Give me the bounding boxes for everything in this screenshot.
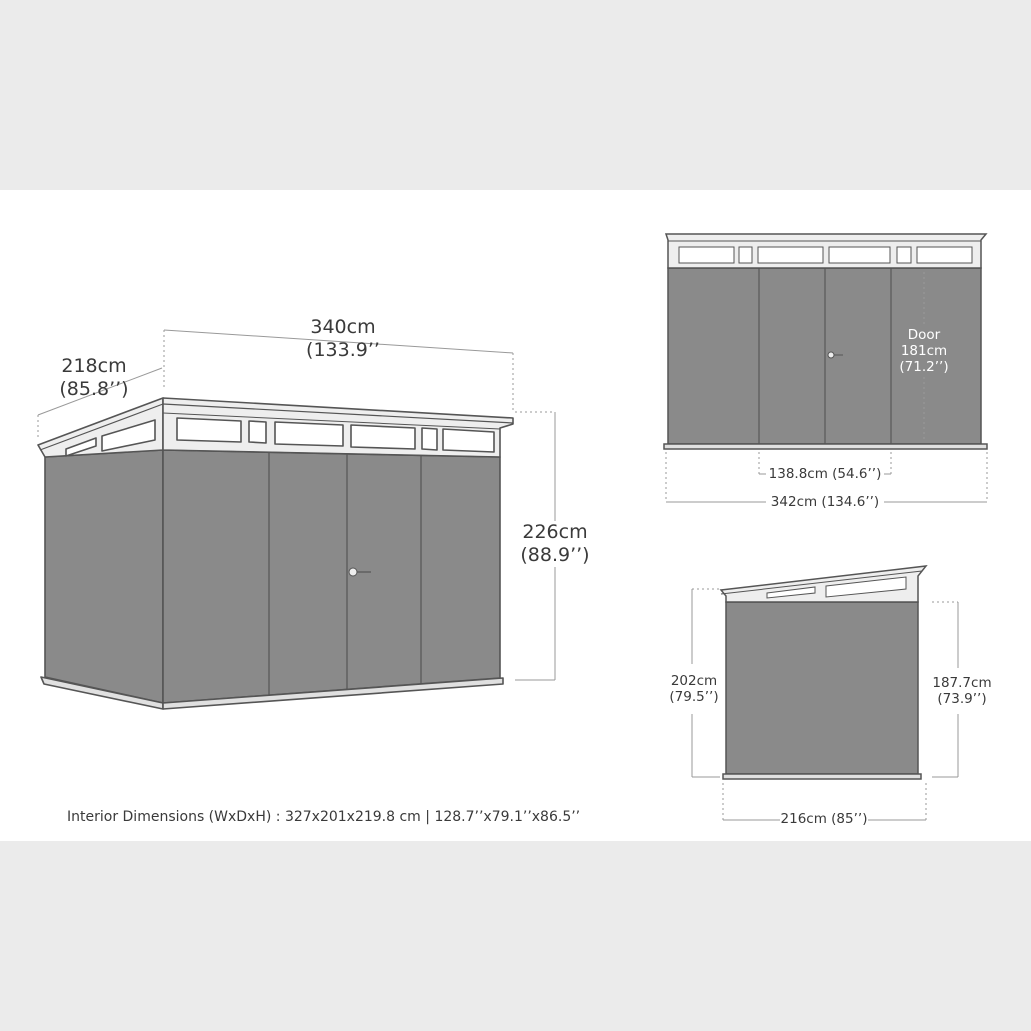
overall-width-label: 342cm (134.6’’) — [766, 494, 884, 510]
depth-cm: 218cm — [61, 355, 127, 377]
side-view-base — [723, 774, 921, 779]
window-front-1 — [177, 418, 241, 442]
front-view-base — [664, 444, 987, 449]
door-height-cm: 181cm — [900, 343, 948, 360]
front-view-window-5 — [897, 247, 911, 263]
door-height-label — [892, 327, 956, 376]
width-label — [288, 316, 398, 362]
height-label — [508, 521, 602, 567]
width-cm: 340cm — [310, 316, 376, 338]
door-width-label: 138.8cm (54.6’’) — [768, 466, 882, 482]
interior-dimensions-note: Interior Dimensions (WxDxH) : 327x201x219.8 cm | 128.7’’x79.1’’x86.5’’ — [67, 809, 581, 825]
side-view-shed — [721, 566, 926, 779]
front-view-window-4 — [829, 247, 890, 263]
front-height-in: (79.5’’) — [669, 689, 719, 706]
width-in: (133.9’’ — [306, 338, 380, 361]
front-wall — [163, 450, 500, 703]
front-view-window-2 — [739, 247, 752, 263]
rear-height-in: (73.9’’) — [937, 691, 987, 708]
window-front-5 — [422, 428, 437, 450]
side-depth-label: 216cm (85’’) — [780, 811, 868, 827]
depth-label — [44, 355, 144, 401]
side-wall — [45, 450, 163, 703]
door-height-in: (71.2’’) — [899, 359, 949, 376]
height-cm: 226cm — [522, 521, 588, 543]
front-view-window-1 — [679, 247, 734, 263]
window-front-3 — [275, 422, 343, 446]
height-in: (88.9’’) — [520, 543, 590, 566]
front-view-window-3 — [758, 247, 823, 263]
depth-in: (85.8’’) — [59, 377, 129, 400]
rear-height-label — [924, 675, 1000, 707]
window-front-4 — [351, 425, 415, 449]
window-front-2 — [249, 421, 266, 443]
door-handle — [349, 568, 357, 576]
front-height-label — [664, 673, 724, 705]
window-front-6 — [443, 429, 494, 452]
front-height-cm: 202cm — [670, 673, 718, 689]
side-view-wall — [726, 602, 918, 774]
front-view-window-6 — [917, 247, 972, 263]
rear-height-cm: 187.7cm — [932, 675, 992, 691]
front-view-handle — [828, 352, 834, 358]
perspective-shed — [38, 398, 513, 709]
door-word: Door — [907, 327, 941, 343]
